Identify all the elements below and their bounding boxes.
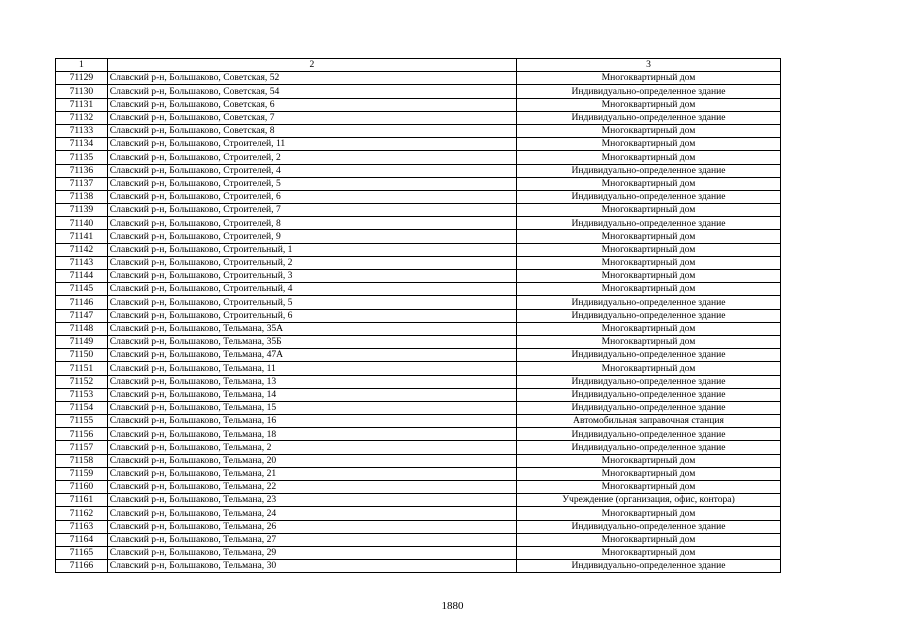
address-cell: Славский р-н, Большаково, Тельмана, 15 [107, 401, 516, 414]
table-row [56, 111, 781, 124]
table-row [56, 204, 781, 217]
building-type-cell: Индивидуально-определенное здание [516, 111, 780, 124]
building-type-cell: Индивидуально-определенное здание [516, 309, 780, 322]
address-cell: Славский р-н, Большаково, Строителей, 5 [107, 177, 516, 190]
row-id-cell: 71153 [56, 388, 108, 401]
table-row [56, 243, 781, 256]
table-row [56, 138, 781, 151]
property-table [55, 58, 781, 573]
row-id-cell: 71154 [56, 401, 108, 414]
building-type-cell: Многоквартирный дом [516, 362, 780, 375]
row-id-cell: 71141 [56, 230, 108, 243]
table-row [56, 335, 781, 348]
row-id-cell: 71133 [56, 124, 108, 137]
table-row [56, 296, 781, 309]
address-cell: Славский р-н, Большаково, Советская, 6 [107, 98, 516, 111]
row-id-cell: 71165 [56, 546, 108, 559]
address-cell: Славский р-н, Большаково, Строительный, 3 [107, 270, 516, 283]
row-id-cell: 71162 [56, 507, 108, 520]
address-cell: Славский р-н, Большаково, Тельмана, 11 [107, 362, 516, 375]
row-id-cell: 71129 [56, 72, 108, 85]
row-id-cell: 71136 [56, 164, 108, 177]
building-type-cell: Многоквартирный дом [516, 481, 780, 494]
table-row [56, 151, 781, 164]
table-row [56, 362, 781, 375]
building-type-cell: Многоквартирный дом [516, 243, 780, 256]
table-row [56, 454, 781, 467]
building-type-cell: Индивидуально-определенное здание [516, 560, 780, 573]
address-cell: Славский р-н, Большаково, Тельмана, 29 [107, 546, 516, 559]
table-row [56, 401, 781, 414]
building-type-cell: Многоквартирный дом [516, 177, 780, 190]
building-type-cell: Многоквартирный дом [516, 454, 780, 467]
address-cell: Славский р-н, Большаково, Тельмана, 13 [107, 375, 516, 388]
building-type-cell: Многоквартирный дом [516, 283, 780, 296]
row-id-cell: 71130 [56, 85, 108, 98]
address-cell: Славский р-н, Большаково, Строителей, 2 [107, 151, 516, 164]
address-cell: Славский р-н, Большаково, Тельмана, 24 [107, 507, 516, 520]
building-type-cell: Индивидуально-определенное здание [516, 401, 780, 414]
row-id-cell: 71155 [56, 415, 108, 428]
header-cell-2: 2 [107, 59, 516, 72]
address-cell: Славский р-н, Большаково, Тельмана, 14 [107, 388, 516, 401]
building-type-cell: Многоквартирный дом [516, 322, 780, 335]
building-type-cell: Многоквартирный дом [516, 467, 780, 480]
building-type-cell: Многоквартирный дом [516, 335, 780, 348]
address-cell: Славский р-н, Большаково, Строителей, 4 [107, 164, 516, 177]
address-cell: Славский р-н, Большаково, Советская, 52 [107, 72, 516, 85]
address-cell: Славский р-н, Большаково, Строительный, 5 [107, 296, 516, 309]
address-cell: Славский р-н, Большаково, Строительный, 2 [107, 256, 516, 269]
building-type-cell: Индивидуально-определенное здание [516, 375, 780, 388]
row-id-cell: 71146 [56, 296, 108, 309]
building-type-cell: Учреждение (организация, офис, контора) [516, 494, 780, 507]
address-cell: Славский р-н, Большаково, Строительный, 4 [107, 283, 516, 296]
building-type-cell: Индивидуально-определенное здание [516, 164, 780, 177]
row-id-cell: 71159 [56, 467, 108, 480]
row-id-cell: 71140 [56, 217, 108, 230]
building-type-cell: Индивидуально-определенное здание [516, 520, 780, 533]
building-type-cell: Многоквартирный дом [516, 124, 780, 137]
table-row [56, 230, 781, 243]
address-cell: Славский р-н, Большаково, Советская, 8 [107, 124, 516, 137]
address-cell: Славский р-н, Большаково, Тельмана, 2 [107, 441, 516, 454]
table-row [56, 375, 781, 388]
table-row [56, 217, 781, 230]
address-cell: Славский р-н, Большаково, Строителей, 11 [107, 138, 516, 151]
building-type-cell: Многоквартирный дом [516, 230, 780, 243]
row-id-cell: 71132 [56, 111, 108, 124]
address-cell: Славский р-н, Большаково, Тельмана, 18 [107, 428, 516, 441]
building-type-cell: Многоквартирный дом [516, 546, 780, 559]
building-type-cell: Индивидуально-определенное здание [516, 85, 780, 98]
table-row [56, 124, 781, 137]
row-id-cell: 71156 [56, 428, 108, 441]
table-row [56, 322, 781, 335]
row-id-cell: 71139 [56, 204, 108, 217]
address-cell: Славский р-н, Большаково, Советская, 54 [107, 85, 516, 98]
row-id-cell: 71131 [56, 98, 108, 111]
address-cell: Славский р-н, Большаково, Тельмана, 16 [107, 415, 516, 428]
table-row [56, 533, 781, 546]
row-id-cell: 71163 [56, 520, 108, 533]
row-id-cell: 71142 [56, 243, 108, 256]
row-id-cell: 71160 [56, 481, 108, 494]
header-cell-3: 3 [516, 59, 780, 72]
row-id-cell: 71144 [56, 270, 108, 283]
table-header-row [56, 59, 781, 72]
table-row [56, 520, 781, 533]
building-type-cell: Многоквартирный дом [516, 533, 780, 546]
building-type-cell: Индивидуально-определенное здание [516, 428, 780, 441]
row-id-cell: 71158 [56, 454, 108, 467]
table-row [56, 72, 781, 85]
building-type-cell: Многоквартирный дом [516, 98, 780, 111]
row-id-cell: 71166 [56, 560, 108, 573]
table-row [56, 546, 781, 559]
row-id-cell: 71148 [56, 322, 108, 335]
table-row [56, 190, 781, 203]
building-type-cell: Многоквартирный дом [516, 507, 780, 520]
building-type-cell: Многоквартирный дом [516, 138, 780, 151]
address-cell: Славский р-н, Большаково, Тельмана, 35А [107, 322, 516, 335]
row-id-cell: 71134 [56, 138, 108, 151]
table-row [56, 428, 781, 441]
address-cell: Славский р-н, Большаково, Тельмана, 26 [107, 520, 516, 533]
building-type-cell: Индивидуально-определенное здание [516, 349, 780, 362]
table-row [56, 560, 781, 573]
building-type-cell: Многоквартирный дом [516, 270, 780, 283]
row-id-cell: 71152 [56, 375, 108, 388]
address-cell: Славский р-н, Большаково, Тельмана, 23 [107, 494, 516, 507]
row-id-cell: 71135 [56, 151, 108, 164]
table-row [56, 256, 781, 269]
row-id-cell: 71149 [56, 335, 108, 348]
table-row [56, 283, 781, 296]
table-row [56, 481, 781, 494]
row-id-cell: 71161 [56, 494, 108, 507]
table-row [56, 98, 781, 111]
table-body [56, 72, 781, 573]
address-cell: Славский р-н, Большаково, Тельмана, 22 [107, 481, 516, 494]
building-type-cell: Индивидуально-определенное здание [516, 296, 780, 309]
address-cell: Славский р-н, Большаково, Строителей, 7 [107, 204, 516, 217]
address-cell: Славский р-н, Большаково, Строителей, 8 [107, 217, 516, 230]
building-type-cell: Многоквартирный дом [516, 151, 780, 164]
address-cell: Славский р-н, Большаково, Тельмана, 47А [107, 349, 516, 362]
row-id-cell: 71138 [56, 190, 108, 203]
address-cell: Славский р-н, Большаково, Строительный, 1 [107, 243, 516, 256]
row-id-cell: 71157 [56, 441, 108, 454]
table-row [56, 270, 781, 283]
table-row [56, 349, 781, 362]
row-id-cell: 71151 [56, 362, 108, 375]
address-cell: Славский р-н, Большаково, Строителей, 9 [107, 230, 516, 243]
table-row [56, 85, 781, 98]
building-type-cell: Индивидуально-определенное здание [516, 190, 780, 203]
table-row [56, 164, 781, 177]
building-type-cell: Автомобильная заправочная станция [516, 415, 780, 428]
building-type-cell: Многоквартирный дом [516, 204, 780, 217]
building-type-cell: Многоквартирный дом [516, 72, 780, 85]
address-cell: Славский р-н, Большаково, Тельмана, 35Б [107, 335, 516, 348]
table-row [56, 415, 781, 428]
row-id-cell: 71150 [56, 349, 108, 362]
building-type-cell: Индивидуально-определенное здание [516, 441, 780, 454]
address-cell: Славский р-н, Большаково, Советская, 7 [107, 111, 516, 124]
row-id-cell: 71143 [56, 256, 108, 269]
table-row [56, 388, 781, 401]
table-row [56, 507, 781, 520]
address-cell: Славский р-н, Большаково, Тельмана, 30 [107, 560, 516, 573]
address-cell: Славский р-н, Большаково, Строителей, 6 [107, 190, 516, 203]
row-id-cell: 71164 [56, 533, 108, 546]
page-number: 1880 [441, 600, 464, 612]
table-row [56, 309, 781, 322]
table-row [56, 177, 781, 190]
building-type-cell: Многоквартирный дом [516, 256, 780, 269]
building-type-cell: Индивидуально-определенное здание [516, 388, 780, 401]
address-cell: Славский р-н, Большаково, Строительный, 6 [107, 309, 516, 322]
row-id-cell: 71145 [56, 283, 108, 296]
address-cell: Славский р-н, Большаково, Тельмана, 20 [107, 454, 516, 467]
address-cell: Славский р-н, Большаково, Тельмана, 21 [107, 467, 516, 480]
table-row [56, 441, 781, 454]
row-id-cell: 71147 [56, 309, 108, 322]
table-row [56, 467, 781, 480]
building-type-cell: Индивидуально-определенное здание [516, 217, 780, 230]
header-cell-1: 1 [56, 59, 108, 72]
row-id-cell: 71137 [56, 177, 108, 190]
table-row [56, 494, 781, 507]
address-cell: Славский р-н, Большаково, Тельмана, 27 [107, 533, 516, 546]
